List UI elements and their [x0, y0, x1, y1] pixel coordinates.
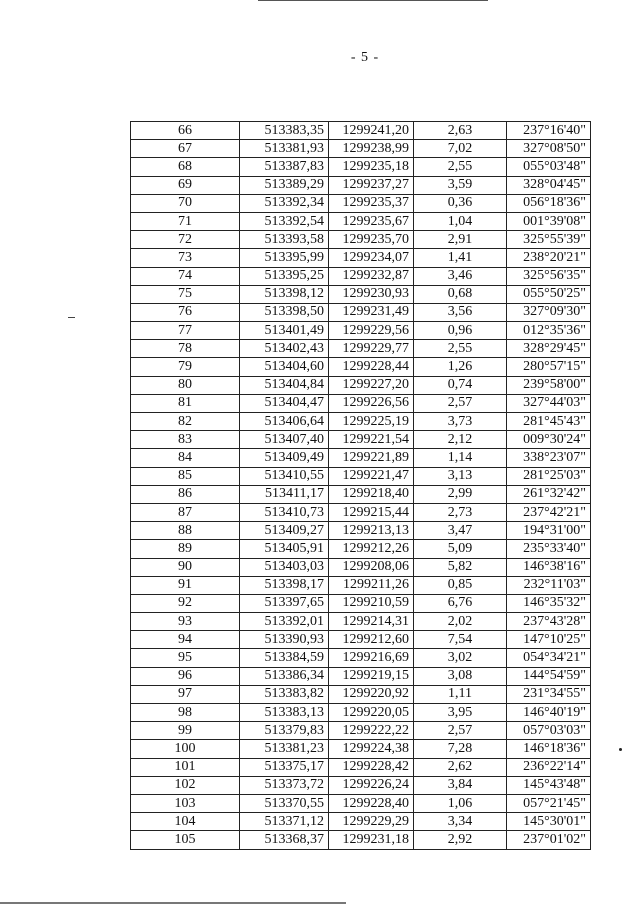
table-row: [131, 794, 591, 812]
x-coordinate-cell: 513379,83: [240, 722, 329, 740]
point-number-cell: 95: [131, 649, 240, 667]
y-coordinate-cell: 1299235,67: [329, 212, 414, 230]
x-coordinate-cell: 513410,55: [240, 467, 329, 485]
y-coordinate-cell: 1299208,06: [329, 558, 414, 576]
point-number-cell: 104: [131, 813, 240, 831]
point-number-cell: 98: [131, 704, 240, 722]
table-row: [131, 594, 591, 612]
x-coordinate-cell: 513407,40: [240, 431, 329, 449]
bearing-cell: 194°31'00": [507, 522, 591, 540]
table-row: [131, 231, 591, 249]
table-row: [131, 813, 591, 831]
distance-cell: 1,26: [414, 358, 507, 376]
y-coordinate-cell: 1299226,56: [329, 394, 414, 412]
distance-cell: 0,96: [414, 322, 507, 340]
point-number-cell: 86: [131, 485, 240, 503]
y-coordinate-cell: 1299229,29: [329, 813, 414, 831]
margin-dot: [619, 748, 622, 751]
distance-cell: 3,46: [414, 267, 507, 285]
table-row: [131, 140, 591, 158]
table-row: [131, 413, 591, 431]
y-coordinate-cell: 1299222,22: [329, 722, 414, 740]
table-row: [131, 649, 591, 667]
distance-cell: 3,73: [414, 413, 507, 431]
y-coordinate-cell: 1299235,18: [329, 158, 414, 176]
y-coordinate-cell: 1299229,77: [329, 340, 414, 358]
point-number-cell: 84: [131, 449, 240, 467]
x-coordinate-cell: 513404,84: [240, 376, 329, 394]
bearing-cell: 261°32'42": [507, 485, 591, 503]
distance-cell: 2,99: [414, 485, 507, 503]
y-coordinate-cell: 1299228,42: [329, 758, 414, 776]
point-number-cell: 67: [131, 140, 240, 158]
distance-cell: 1,41: [414, 249, 507, 267]
point-number-cell: 72: [131, 231, 240, 249]
bearing-cell: 325°56'35": [507, 267, 591, 285]
top-rule: [258, 0, 488, 1]
point-number-cell: 88: [131, 522, 240, 540]
point-number-cell: 92: [131, 594, 240, 612]
bearing-cell: 147°10'25": [507, 631, 591, 649]
bearing-cell: 057°21'45": [507, 794, 591, 812]
y-coordinate-cell: 1299231,18: [329, 831, 414, 849]
point-number-cell: 76: [131, 303, 240, 321]
x-coordinate-cell: 513409,49: [240, 449, 329, 467]
bearing-cell: 145°30'01": [507, 813, 591, 831]
point-number-cell: 99: [131, 722, 240, 740]
table-row: [131, 613, 591, 631]
table-row: [131, 704, 591, 722]
x-coordinate-cell: 513409,27: [240, 522, 329, 540]
y-coordinate-cell: 1299232,87: [329, 267, 414, 285]
y-coordinate-cell: 1299218,40: [329, 485, 414, 503]
bearing-cell: 327°08'50": [507, 140, 591, 158]
bearing-cell: 056°18'36": [507, 194, 591, 212]
y-coordinate-cell: 1299241,20: [329, 122, 414, 140]
distance-cell: 2,91: [414, 231, 507, 249]
y-coordinate-cell: 1299235,70: [329, 231, 414, 249]
bearing-cell: 239°58'00": [507, 376, 591, 394]
bearing-cell: 327°44'03": [507, 394, 591, 412]
bearing-cell: 281°25'03": [507, 467, 591, 485]
distance-cell: 3,34: [414, 813, 507, 831]
y-coordinate-cell: 1299221,54: [329, 431, 414, 449]
x-coordinate-cell: 513401,49: [240, 322, 329, 340]
bearing-cell: 281°45'43": [507, 413, 591, 431]
table-row: [131, 558, 591, 576]
bearing-cell: 237°16'40": [507, 122, 591, 140]
distance-cell: 7,54: [414, 631, 507, 649]
y-coordinate-cell: 1299237,27: [329, 176, 414, 194]
table-row: [131, 249, 591, 267]
bearing-cell: 145°43'48": [507, 776, 591, 794]
distance-cell: 1,14: [414, 449, 507, 467]
table-row: [131, 485, 591, 503]
bearing-cell: 146°38'16": [507, 558, 591, 576]
y-coordinate-cell: 1299212,26: [329, 540, 414, 558]
y-coordinate-cell: 1299212,60: [329, 631, 414, 649]
point-number-cell: 83: [131, 431, 240, 449]
bearing-cell: 238°20'21": [507, 249, 591, 267]
distance-cell: 3,59: [414, 176, 507, 194]
y-coordinate-cell: 1299221,47: [329, 467, 414, 485]
bearing-cell: 055°03'48": [507, 158, 591, 176]
point-number-cell: 75: [131, 285, 240, 303]
x-coordinate-cell: 513404,47: [240, 394, 329, 412]
bearing-cell: 055°50'25": [507, 285, 591, 303]
distance-cell: 2,73: [414, 503, 507, 521]
table-row: [131, 522, 591, 540]
bearing-cell: 237°01'02": [507, 831, 591, 849]
point-number-cell: 103: [131, 794, 240, 812]
distance-cell: 1,04: [414, 212, 507, 230]
x-coordinate-cell: 513406,64: [240, 413, 329, 431]
y-coordinate-cell: 1299230,93: [329, 285, 414, 303]
point-number-cell: 79: [131, 358, 240, 376]
distance-cell: 2,62: [414, 758, 507, 776]
x-coordinate-cell: 513387,83: [240, 158, 329, 176]
bearing-cell: 012°35'36": [507, 322, 591, 340]
distance-cell: 3,47: [414, 522, 507, 540]
y-coordinate-cell: 1299220,05: [329, 704, 414, 722]
point-number-cell: 82: [131, 413, 240, 431]
distance-cell: 2,55: [414, 158, 507, 176]
table-row: [131, 285, 591, 303]
point-number-cell: 96: [131, 667, 240, 685]
y-coordinate-cell: 1299234,07: [329, 249, 414, 267]
x-coordinate-cell: 513403,03: [240, 558, 329, 576]
distance-cell: 7,02: [414, 140, 507, 158]
point-number-cell: 90: [131, 558, 240, 576]
distance-cell: 2,55: [414, 340, 507, 358]
point-number-cell: 68: [131, 158, 240, 176]
point-number-cell: 93: [131, 613, 240, 631]
x-coordinate-cell: 513373,72: [240, 776, 329, 794]
point-number-cell: 91: [131, 576, 240, 594]
x-coordinate-cell: 513397,65: [240, 594, 329, 612]
point-number-cell: 80: [131, 376, 240, 394]
bearing-cell: 280°57'15": [507, 358, 591, 376]
x-coordinate-cell: 513402,43: [240, 340, 329, 358]
point-number-cell: 87: [131, 503, 240, 521]
x-coordinate-cell: 513392,54: [240, 212, 329, 230]
x-coordinate-cell: 513389,29: [240, 176, 329, 194]
x-coordinate-cell: 513393,58: [240, 231, 329, 249]
point-number-cell: 71: [131, 212, 240, 230]
x-coordinate-cell: 513395,25: [240, 267, 329, 285]
bearing-cell: 338°23'07": [507, 449, 591, 467]
bearing-cell: 146°35'32": [507, 594, 591, 612]
x-coordinate-cell: 513392,34: [240, 194, 329, 212]
distance-cell: 7,28: [414, 740, 507, 758]
bearing-cell: 325°55'39": [507, 231, 591, 249]
x-coordinate-cell: 513375,17: [240, 758, 329, 776]
table-row: [131, 540, 591, 558]
table-row: [131, 158, 591, 176]
table-row: [131, 503, 591, 521]
distance-cell: 3,95: [414, 704, 507, 722]
point-number-cell: 102: [131, 776, 240, 794]
bearing-cell: 236°22'14": [507, 758, 591, 776]
distance-cell: 3,02: [414, 649, 507, 667]
point-number-cell: 69: [131, 176, 240, 194]
x-coordinate-cell: 513405,91: [240, 540, 329, 558]
distance-cell: 2,63: [414, 122, 507, 140]
table-row: [131, 667, 591, 685]
x-coordinate-cell: 513398,12: [240, 285, 329, 303]
y-coordinate-cell: 1299225,19: [329, 413, 414, 431]
table-row: [131, 340, 591, 358]
x-coordinate-cell: 513383,35: [240, 122, 329, 140]
y-coordinate-cell: 1299216,69: [329, 649, 414, 667]
point-number-cell: 101: [131, 758, 240, 776]
distance-cell: 6,76: [414, 594, 507, 612]
x-coordinate-cell: 513368,37: [240, 831, 329, 849]
x-coordinate-cell: 513395,99: [240, 249, 329, 267]
bearing-cell: 146°18'36": [507, 740, 591, 758]
y-coordinate-cell: 1299213,13: [329, 522, 414, 540]
table-row: [131, 194, 591, 212]
distance-cell: 3,84: [414, 776, 507, 794]
coordinates-table-body: [131, 122, 591, 850]
x-coordinate-cell: 513398,50: [240, 303, 329, 321]
distance-cell: 3,08: [414, 667, 507, 685]
bearing-cell: 144°54'59": [507, 667, 591, 685]
point-number-cell: 73: [131, 249, 240, 267]
x-coordinate-cell: 513411,17: [240, 485, 329, 503]
y-coordinate-cell: 1299224,38: [329, 740, 414, 758]
table-row: [131, 376, 591, 394]
distance-cell: 0,85: [414, 576, 507, 594]
x-coordinate-cell: 513383,13: [240, 704, 329, 722]
y-coordinate-cell: 1299228,40: [329, 794, 414, 812]
y-coordinate-cell: 1299229,56: [329, 322, 414, 340]
distance-cell: 2,57: [414, 722, 507, 740]
bottom-rule: [0, 902, 346, 904]
table-row: [131, 122, 591, 140]
table-row: [131, 722, 591, 740]
bearing-cell: 146°40'19": [507, 704, 591, 722]
point-number-cell: 100: [131, 740, 240, 758]
table-row: [131, 212, 591, 230]
y-coordinate-cell: 1299226,24: [329, 776, 414, 794]
table-row: [131, 431, 591, 449]
x-coordinate-cell: 513381,23: [240, 740, 329, 758]
point-number-cell: 85: [131, 467, 240, 485]
distance-cell: 5,82: [414, 558, 507, 576]
table-row: [131, 831, 591, 849]
y-coordinate-cell: 1299220,92: [329, 685, 414, 703]
table-row: [131, 576, 591, 594]
point-number-cell: 74: [131, 267, 240, 285]
table-row: [131, 322, 591, 340]
point-number-cell: 105: [131, 831, 240, 849]
x-coordinate-cell: 513398,17: [240, 576, 329, 594]
table-row: [131, 467, 591, 485]
distance-cell: 2,57: [414, 394, 507, 412]
distance-cell: 3,13: [414, 467, 507, 485]
page-number: - 5 -: [350, 50, 380, 65]
y-coordinate-cell: 1299227,20: [329, 376, 414, 394]
point-number-cell: 94: [131, 631, 240, 649]
bearing-cell: 237°43'28": [507, 613, 591, 631]
table-row: [131, 758, 591, 776]
point-number-cell: 81: [131, 394, 240, 412]
coordinates-table: [130, 121, 591, 850]
x-coordinate-cell: 513370,55: [240, 794, 329, 812]
y-coordinate-cell: 1299211,26: [329, 576, 414, 594]
table-row: [131, 358, 591, 376]
bearing-cell: 054°34'21": [507, 649, 591, 667]
y-coordinate-cell: 1299210,59: [329, 594, 414, 612]
x-coordinate-cell: 513392,01: [240, 613, 329, 631]
y-coordinate-cell: 1299221,89: [329, 449, 414, 467]
distance-cell: 2,02: [414, 613, 507, 631]
x-coordinate-cell: 513371,12: [240, 813, 329, 831]
table-row: [131, 267, 591, 285]
table-row: [131, 449, 591, 467]
bearing-cell: 231°34'55": [507, 685, 591, 703]
x-coordinate-cell: 513383,82: [240, 685, 329, 703]
distance-cell: 1,06: [414, 794, 507, 812]
table-row: [131, 303, 591, 321]
x-coordinate-cell: 513381,93: [240, 140, 329, 158]
margin-mark: [68, 317, 75, 318]
y-coordinate-cell: 1299219,15: [329, 667, 414, 685]
table-row: [131, 776, 591, 794]
distance-cell: 0,68: [414, 285, 507, 303]
bearing-cell: 328°04'45": [507, 176, 591, 194]
bearing-cell: 001°39'08": [507, 212, 591, 230]
table-row: [131, 176, 591, 194]
bearing-cell: 327°09'30": [507, 303, 591, 321]
table-row: [131, 685, 591, 703]
y-coordinate-cell: 1299228,44: [329, 358, 414, 376]
bearing-cell: 235°33'40": [507, 540, 591, 558]
distance-cell: 0,36: [414, 194, 507, 212]
distance-cell: 1,11: [414, 685, 507, 703]
bearing-cell: 057°03'03": [507, 722, 591, 740]
point-number-cell: 89: [131, 540, 240, 558]
y-coordinate-cell: 1299215,44: [329, 503, 414, 521]
distance-cell: 2,12: [414, 431, 507, 449]
bearing-cell: 009°30'24": [507, 431, 591, 449]
point-number-cell: 97: [131, 685, 240, 703]
x-coordinate-cell: 513390,93: [240, 631, 329, 649]
bearing-cell: 237°42'21": [507, 503, 591, 521]
point-number-cell: 77: [131, 322, 240, 340]
distance-cell: 0,74: [414, 376, 507, 394]
y-coordinate-cell: 1299214,31: [329, 613, 414, 631]
distance-cell: 3,56: [414, 303, 507, 321]
y-coordinate-cell: 1299235,37: [329, 194, 414, 212]
x-coordinate-cell: 513410,73: [240, 503, 329, 521]
point-number-cell: 66: [131, 122, 240, 140]
x-coordinate-cell: 513404,60: [240, 358, 329, 376]
y-coordinate-cell: 1299238,99: [329, 140, 414, 158]
y-coordinate-cell: 1299231,49: [329, 303, 414, 321]
bearing-cell: 328°29'45": [507, 340, 591, 358]
distance-cell: 5,09: [414, 540, 507, 558]
table-row: [131, 631, 591, 649]
point-number-cell: 78: [131, 340, 240, 358]
bearing-cell: 232°11'03": [507, 576, 591, 594]
table-row: [131, 740, 591, 758]
table-row: [131, 394, 591, 412]
point-number-cell: 70: [131, 194, 240, 212]
x-coordinate-cell: 513384,59: [240, 649, 329, 667]
x-coordinate-cell: 513386,34: [240, 667, 329, 685]
distance-cell: 2,92: [414, 831, 507, 849]
